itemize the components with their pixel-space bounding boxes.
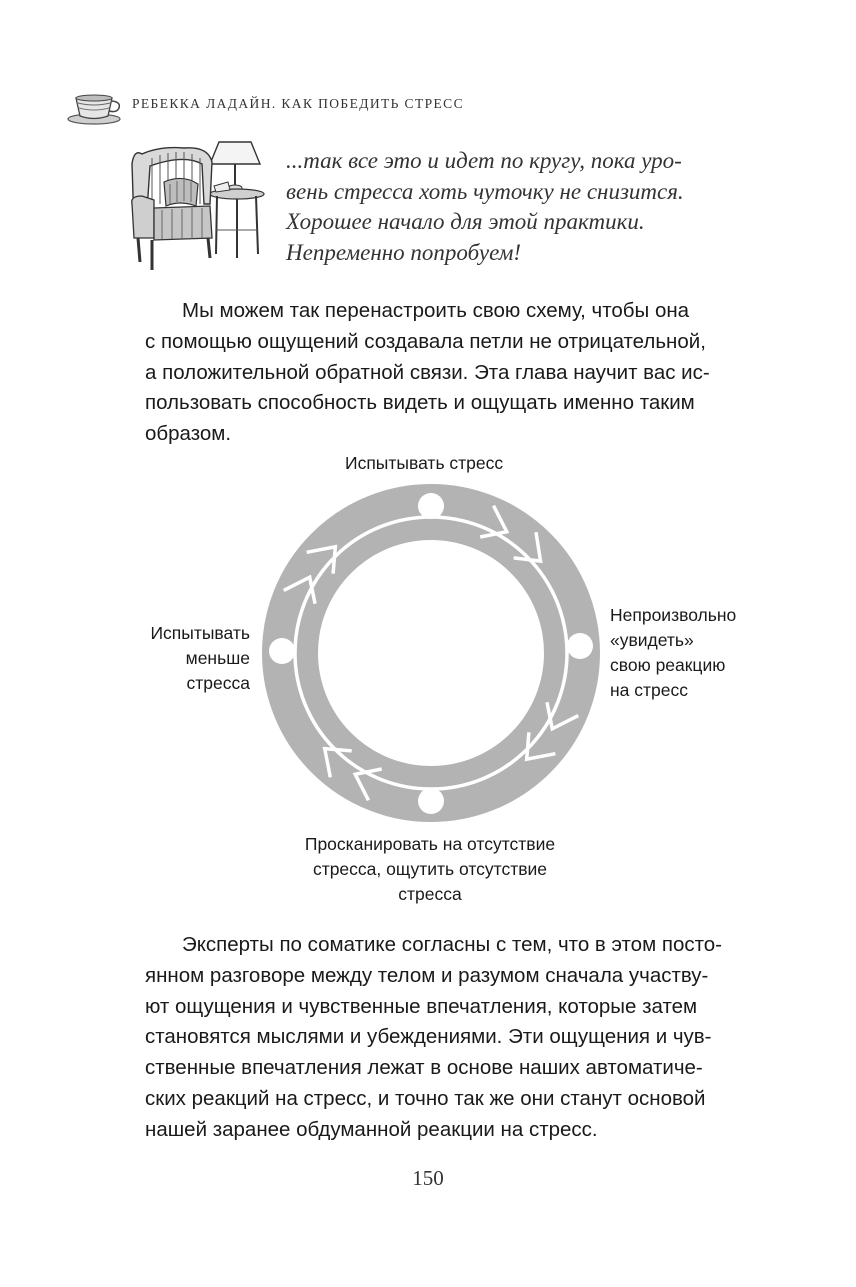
- node-bottom: [418, 788, 444, 814]
- paragraph-line: ственные впечатления лежат в основе наших автоматиче-: [145, 1056, 703, 1080]
- label-line: на стресс: [610, 680, 688, 700]
- quote-line: Непременно попробуем!: [286, 239, 522, 265]
- quote-line: Хорошее начало для этой практики.: [286, 209, 645, 234]
- label-scan-absence: [270, 832, 590, 907]
- paragraph-line: Мы можем так перенастроить свою схему, чтобы она: [182, 299, 690, 322]
- body-paragraph-2: [145, 930, 749, 1146]
- paragraph-line: нашей заранее обдуманной реакции на стресс.: [145, 1117, 598, 1141]
- paragraph-line: с помощью ощущений создавала петли не отрицательной,: [145, 329, 706, 353]
- label-line: Непроизвольно: [610, 605, 737, 625]
- label-line: свою реакцию: [610, 655, 726, 675]
- cycle-ring: [290, 512, 572, 794]
- paragraph-line: пользовать способность видеть и ощущать именно таким: [145, 391, 695, 415]
- page-number: 150: [412, 1166, 444, 1190]
- label-experience-stress: Испытывать стресс: [345, 453, 504, 473]
- label-line: стресса: [398, 884, 462, 904]
- paragraph-line: янном разговоре между телом и разумом сначала участву-: [145, 963, 709, 987]
- quote-line: вень стресса хоть чуточку не снизится.: [286, 178, 684, 204]
- paragraph-line: Эксперты по соматике согласны с тем, что в этом посто-: [182, 933, 722, 956]
- paragraph-line: становятся мыслями и убеждениями. Эти ощущения и чув-: [145, 1025, 712, 1049]
- paragraph-line: ских реакций на стресс, и точно так же они станут основой: [145, 1086, 706, 1110]
- node-right: [567, 633, 593, 659]
- node-left: [269, 638, 295, 664]
- label-less-stress: [130, 621, 250, 696]
- label-line: меньше: [185, 648, 250, 668]
- paragraph-line: а положительной обратной связи. Эта глава научит вас ис-: [145, 360, 710, 384]
- running-head: РЕБЕККА ЛАДАЙН. КАК ПОБЕДИТЬ СТРЕСС: [132, 96, 464, 111]
- label-line: «увидеть»: [610, 630, 694, 650]
- label-line: стресса, ощутить отсутствие: [312, 859, 548, 879]
- label-see-reaction: [610, 603, 736, 703]
- paragraph-line: образом.: [145, 422, 232, 446]
- node-top: [418, 493, 444, 519]
- label-line: Испытывать: [150, 623, 250, 643]
- label-line: стресса: [186, 673, 250, 693]
- label-line: Просканировать на отсутствие: [304, 834, 556, 854]
- paragraph-line: ют ощущения и чувственные впечатления, которые затем: [145, 994, 698, 1018]
- quote-line: ...так все это и идет по кругу, пока уро-: [286, 148, 682, 173]
